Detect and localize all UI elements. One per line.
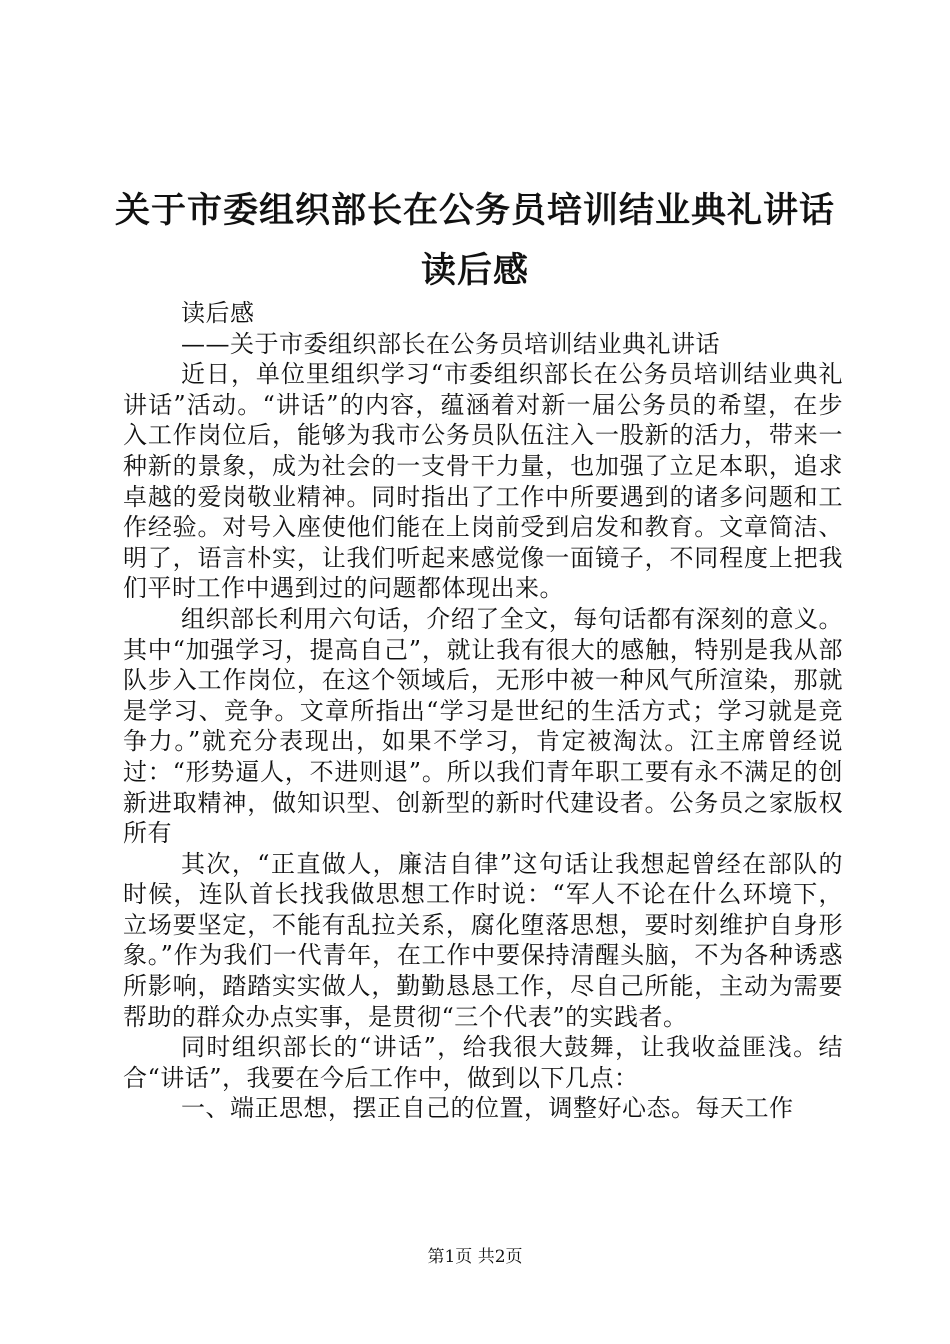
document-title-line-2: 读后感 (420, 251, 529, 291)
paragraph: 同时组织部长的“讲话”，给我很大鼓舞，让我收益匪浅。结合“讲话”，我要在今后工作中，做到以下几点： (123, 1033, 843, 1092)
paragraph: 其次，“正直做人，廉洁自律”这句话让我想起曾经在部队的时候，连队首长找我做思想工作时说：“军人不论在什么环境下，立场要坚定，不能有乱拉关系，腐化堕落思想，要时刻维护自身形象。”作为我们一代青年，在工作中要保持清醒头脑，不为各种诱惑所影响，踏踏实实做人，勤勤恳恳工作，尽自己所能，主动为需要帮助的群众办点实事，是贯彻“三个代表”的实践者。 (123, 849, 843, 1031)
document-title-line-1: 关于市委组织部长在公务员培训结业典礼讲话 (114, 191, 835, 231)
subtitle-line: ——关于市委组织部长在公务员培训结业典礼讲话 (181, 329, 720, 358)
paragraph: 一、端正思想，摆正自己的位置，调整好心态。每天工作 (181, 1094, 794, 1123)
paragraph: 近日，单位里组织学习“市委组织部长在公务员培训结业典礼讲话”活动。“讲话”的内容，蕴涵着对新一届公务员的希望，在步入工作岗位后，能够为我市公务员队伍注入一股新的活力，带来一种新的景象，成为社会的一支骨干力量，也加强了立足本职，追求卓越的爱岗敬业精神。同时指出了工作中所要遇到的诸多问题和工作经验。对号入座使他们能在上岗前受到启发和教育。文章简洁、明了，语言朴实，让我们听起来感觉像一面镜子，不同程度上把我们平时工作中遇到过的问题都体现出来。 (123, 360, 843, 603)
document-body (123, 298, 843, 1124)
subtitle-label: 读后感 (181, 299, 255, 327)
paragraph: 组织部长利用六句话，介绍了全文，每句话都有深刻的意义。其中“加强学习，提高自己”，就让我有很大的感触，特别是我从部队步入工作岗位，在这个领域后，无形中被一种风气所渲染，那就是学习、竞争。文章所指出“学习是世纪的生活方式；学习就是竞争力。”就充分表现出，如果不学习，肯定被淘汰。江主席曾经说过：“形势逼人，不进则退”。所以我们青年职工要有永不满足的创新进取精神，做知识型、创新型的新时代建设者。公务员之家版权所有 (123, 604, 843, 848)
page-number-footer: 第1页 共2页 (427, 1247, 523, 1267)
